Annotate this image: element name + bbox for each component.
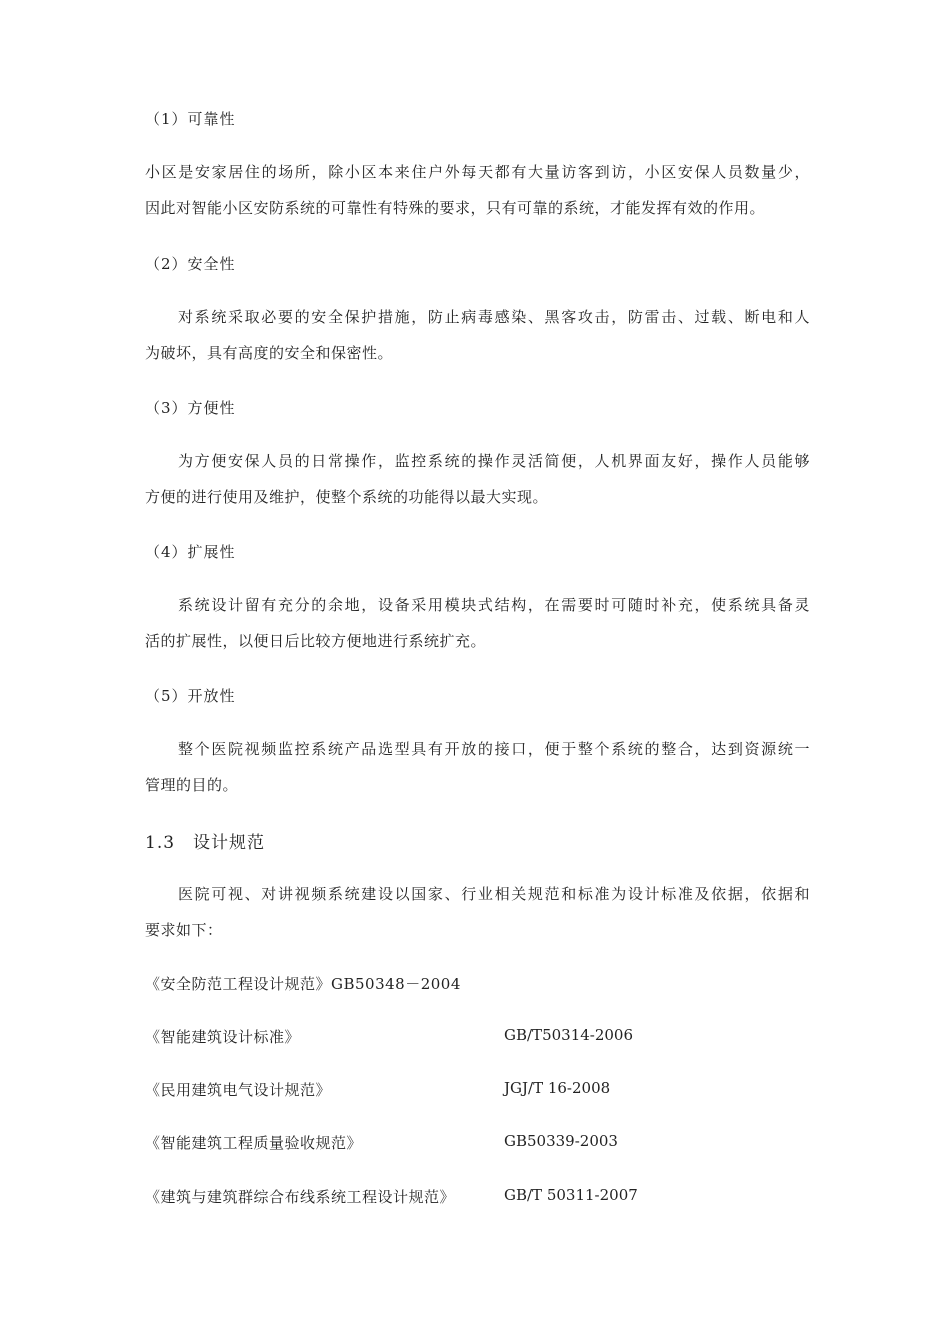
heading-openness: （5）开放性 xyxy=(145,687,236,705)
paragraph-line: 对系统采取必要的安全保护措施，防止病毒感染、黑客攻击，防雷击、过载、断电和人 xyxy=(178,308,810,326)
paragraph-line: 方便的进行使用及维护，使整个系统的功能得以最大实现。 xyxy=(145,488,549,506)
standard-code: GB/T50314-2006 xyxy=(504,1026,634,1044)
paragraph-line: 医院可视、对讲视频系统建设以国家、行业相关规范和标准为设计标准及依据，依据和 xyxy=(178,885,810,903)
section-title-text: 设计规范 xyxy=(193,833,265,853)
standard-code: GB/T 50311-2007 xyxy=(504,1186,638,1204)
standard-name: 《智能建筑设计标准》 xyxy=(145,1028,301,1046)
standard-name: 《智能建筑工程质量验收规范》 xyxy=(145,1134,363,1152)
standard-code: JGJ/T 16-2008 xyxy=(504,1079,611,1097)
section-number: 1.3 xyxy=(145,833,176,853)
heading-reliability: （1）可靠性 xyxy=(145,110,236,128)
paragraph-line: 为破坏，具有高度的安全和保密性。 xyxy=(145,344,394,362)
standard-name: 《民用建筑电气设计规范》 xyxy=(145,1081,332,1099)
paragraph-line: 因此对智能小区安防系统的可靠性有特殊的要求，只有可靠的系统，才能发挥有效的作用。 xyxy=(145,199,766,217)
heading-security: （2）安全性 xyxy=(145,255,236,273)
heading-convenience: （3）方便性 xyxy=(145,399,236,417)
heading-scalability: （4）扩展性 xyxy=(145,543,236,561)
paragraph-line: 要求如下： xyxy=(145,921,223,939)
paragraph-line: 活的扩展性，以便日后比较方便地进行系统扩充。 xyxy=(145,632,487,650)
paragraph-line: 整个医院视频监控系统产品选型具有开放的接口，便于整个系统的整合，达到资源统一 xyxy=(178,740,810,758)
section-title-design-spec xyxy=(145,828,265,853)
paragraph-line: 管理的目的。 xyxy=(145,776,239,794)
standard-name: 《安全防范工程设计规范》GB50348－2004 xyxy=(145,975,461,993)
paragraph-line: 小区是安家居住的场所，除小区本来住户外每天都有大量访客到访，小区安保人员数量少， xyxy=(145,163,810,181)
standard-name: 《建筑与建筑群综合布线系统工程设计规范》 xyxy=(145,1188,456,1206)
paragraph-line: 系统设计留有充分的余地，设备采用模块式结构，在需要时可随时补充，使系统具备灵 xyxy=(178,596,810,614)
paragraph-line: 为方便安保人员的日常操作，监控系统的操作灵活简便，人机界面友好，操作人员能够 xyxy=(178,452,810,470)
standard-code: GB50339-2003 xyxy=(504,1132,618,1150)
